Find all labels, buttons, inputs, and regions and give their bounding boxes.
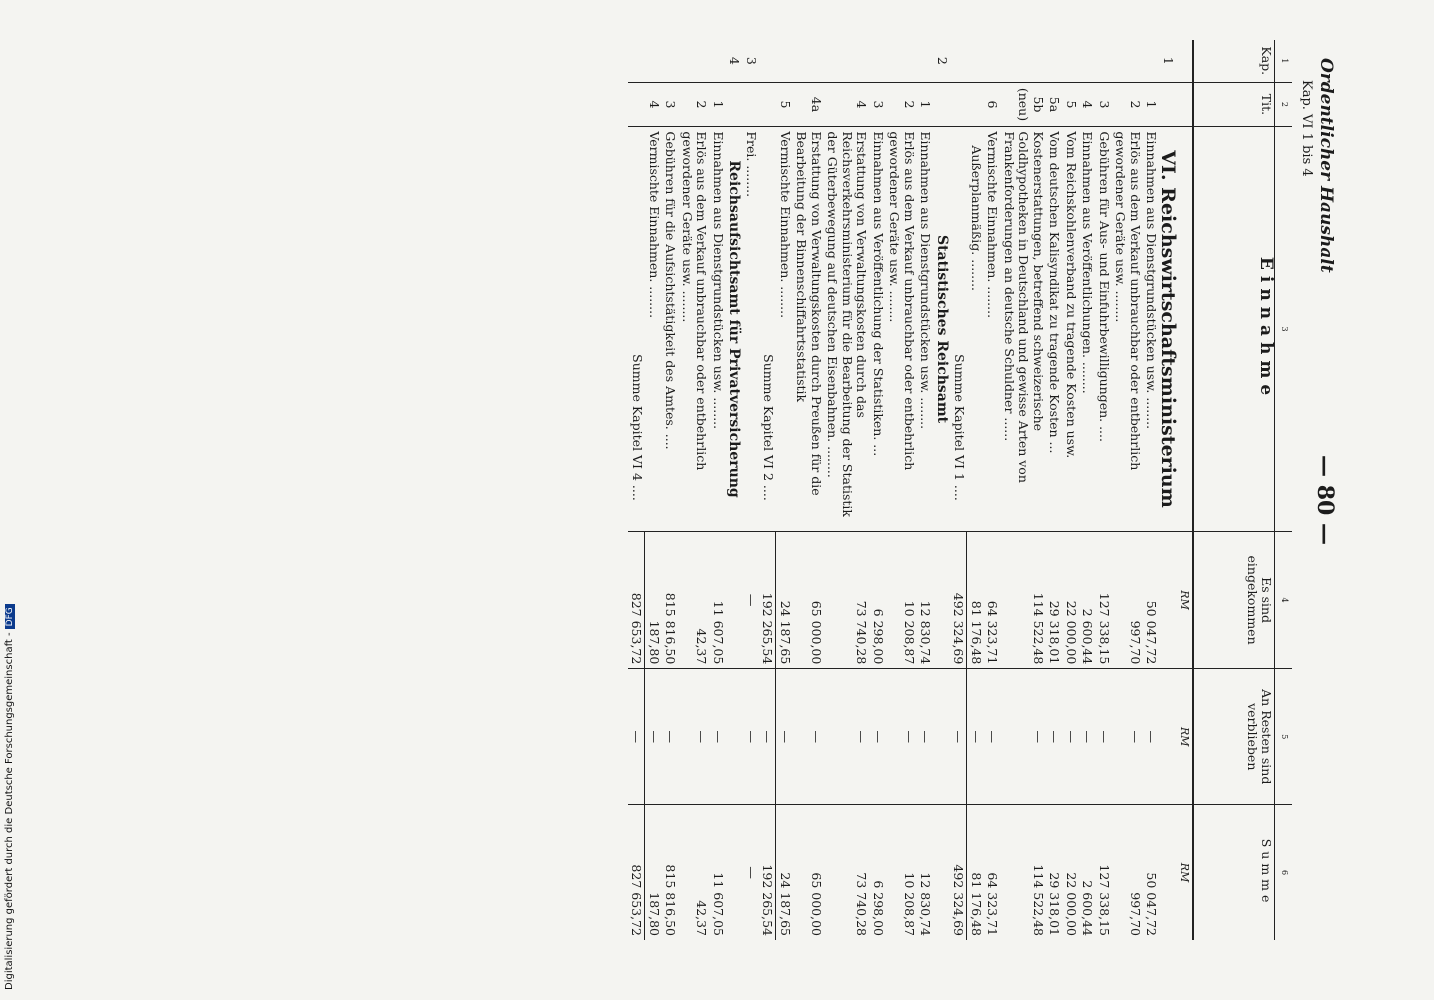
row-description: Vom Reichskohlenverband zu tragende Kosten usw. [1063,127,1080,531]
colnum-4: 4 [1275,531,1292,669]
amount-summe: 29 318,01 [1046,805,1063,940]
amount-summe: 24 187,65 [776,805,793,940]
table-row [1112,40,1143,940]
section-title: Statistisches Reichsamt [934,127,951,531]
kap-cell [662,40,679,82]
amount-summe: 42,37 [679,805,710,940]
kap-cell [1096,40,1113,82]
amount-resten: — [967,669,984,805]
kap-number: 1 [1161,56,1176,65]
table-row [1046,40,1063,940]
amount-resten: — [793,669,824,805]
sum-summe: 827 653,72 [628,805,645,940]
row-description: Erlös aus dem Verkauf unbrauchbar oder entbehrlich gewordener Geräte usw. ........ [679,127,710,531]
kap-number: 4 [727,56,743,65]
col-resten: An Resten sind verblieben [1194,669,1276,805]
amount-eingekommen: 29 318,01 [1046,531,1063,669]
kap-cell [1079,40,1096,82]
tit-number: 3 [662,82,679,127]
tit-number: 4 [824,82,870,127]
empty-cell [1160,805,1177,940]
kap-cell [917,40,934,82]
col-tit: Tit. [1194,82,1276,127]
amount-resten: — [776,669,793,805]
amount-resten: — [984,669,1001,805]
table-row [870,40,887,940]
col-einnahme-label: Einnahme [1256,256,1277,402]
empty-cell [934,669,951,805]
kap-cell [1063,40,1080,82]
amount-summe: 114 522,48 [1001,805,1047,940]
tit-number: 5 [1063,82,1080,127]
amount-resten: — [1112,669,1143,805]
amount-summe: 997,70 [1112,805,1143,940]
amount-summe: 10 208,87 [886,805,917,940]
tit-number: 1 [710,82,727,127]
unit-label: RM [1176,531,1194,669]
amount-summe: 6 298,00 [870,805,887,940]
amount-resten: — [870,669,887,805]
amount-eingekommen: 65 000,00 [793,531,824,669]
amount-eingekommen: 6 298,00 [870,531,887,669]
empty-cell [934,805,951,940]
amount-eingekommen: 2 600,44 [1079,531,1096,669]
col-einnahme [1194,127,1276,531]
colnum-2: 2 [1275,82,1292,127]
kap-cell [710,40,727,82]
amount-eingekommen: 10 208,87 [886,531,917,669]
amount-resten: — [1046,669,1063,805]
column-number-row [1275,40,1292,940]
tit-number: 4 [645,82,662,127]
tit-empty [726,82,743,127]
amount-eingekommen: 81 176,48 [967,531,984,669]
table-row [776,40,793,940]
dfg-logo: DFG [5,604,15,629]
amount-resten: — [886,669,917,805]
empty-cell [726,669,743,805]
table-row [967,40,984,940]
table-row [1063,40,1080,940]
amount-eingekommen: 114 522,48 [1001,531,1047,669]
tit-empty [950,82,967,127]
amount-resten: — [710,669,727,805]
chapter-sum-row [628,40,645,940]
amount-summe: 73 740,28 [824,805,870,940]
chapter-sum-label: Summe Kapitel VI 1 .... [950,127,967,531]
sum-resten: — [628,669,645,805]
kap-cell [793,40,824,82]
colnum-1: 1 [1275,40,1292,82]
amount-eingekommen: 42,37 [679,531,710,669]
table-row [645,40,662,940]
chapter-sum-row [759,40,776,940]
tit-empty [934,82,951,127]
colnum-5: 5 [1275,669,1292,805]
tit-number: 2 [1112,82,1143,127]
amount-eingekommen: 127 338,15 [1096,531,1113,669]
section-title-row [726,40,743,940]
kap-cell [1046,40,1063,82]
amount-summe: 81 176,48 [967,805,984,940]
row-description: Gebühren für die Aufsichtstätigkeit des Amtes. .... [662,127,679,531]
kap-cell [870,40,887,82]
colnum-3: 3 [1275,127,1292,531]
kap-cell [776,40,793,82]
amount-resten: — [824,669,870,805]
kap-cell [984,40,1001,82]
table-row [1001,40,1047,940]
tit-number: 2 [886,82,917,127]
row-description: Erlös aus dem Verkauf unbrauchbar oder entbehrlich gewordener Geräte usw. ........ [1112,127,1143,531]
kap-cell [1143,40,1160,82]
amount-summe: 50 047,72 [1143,805,1160,940]
unit-blank [1176,82,1194,127]
tit-number [967,82,984,127]
amount-summe: 2 600,44 [1079,805,1096,940]
row-description: Vermischte Einnahmen. ........ [984,127,1001,531]
amount-summe: 11 607,05 [710,805,727,940]
amount-summe: 65 000,00 [793,805,824,940]
tit-empty [628,82,645,127]
amount-resten: — [1143,669,1160,805]
tit-number: 3 [870,82,887,127]
col-kap: Kap. [1194,40,1276,82]
empty-cell [726,531,743,669]
section-title: VI. Reichswirtschaftsministerium [1160,127,1177,531]
kap-cell [1112,40,1143,82]
tit-empty [759,82,776,127]
amount-eingekommen: 11 607,05 [710,531,727,669]
row-description: Kostenerstattungen, betreffend schweizerische Goldhypotheken in Deutschland und gewisse Arten von Frankenforderungen an deutsche Schuldner ...... [1001,127,1047,531]
table-row [662,40,679,940]
tit-number: 6 [984,82,1001,127]
section-title-row [934,40,951,940]
row-description: Einnahmen aus Veröffentlichungen. ........ [1079,127,1096,531]
page-number: — 80 — [1312,455,1338,545]
sum-summe: 192 265,54 [759,805,776,940]
tit-number: 1 [1143,82,1160,127]
kap-cell [679,40,710,82]
table-row [1079,40,1096,940]
credit-text: Digitalisierung gefördert durch die Deutsche Forschungsgemeinschaft - [4,632,15,990]
table-row [886,40,917,940]
row-description: Gebühren für Aus- und Einfuhrbewilligungen. .... [1096,127,1113,531]
amount-summe: 815 816,50 [662,805,679,940]
amount-resten: — [662,669,679,805]
row-description: Vermischte Einnahmen. ........ [645,127,662,531]
amount-summe: 22 000,00 [1063,805,1080,940]
unit-blank [1176,40,1194,82]
unit-label: RM [1176,669,1194,805]
amount-eingekommen: 64 323,71 [984,531,1001,669]
col-eingekommen: Es sind eingekommen [1194,531,1276,669]
amount-eingekommen: 815 816,50 [662,531,679,669]
section-title-row [1160,40,1177,940]
table-row [679,40,710,940]
table-row [710,40,727,940]
row-description: Außerplanmäßig. ........ [967,127,984,531]
amount-resten: — [1063,669,1080,805]
amount-summe: — [743,805,760,940]
table-row [1096,40,1113,940]
amount-eingekommen: 22 000,00 [1063,531,1080,669]
col-summe: Summe [1194,805,1276,940]
amount-resten: — [1001,669,1047,805]
budget-heading: Ordentlicher Haushalt [1316,58,1336,273]
empty-cell [934,531,951,669]
kap-cell [645,40,662,82]
table-row [793,40,824,940]
kap-cell [1001,40,1047,82]
tit-number: 3 [1096,82,1113,127]
tit-number: 4 [1079,82,1096,127]
amount-summe: 127 338,15 [1096,805,1113,940]
row-description: Erstattung von Verwaltungskosten durch das Reichsverkehrsministerium für die Bearbeitung der Statistik der Güterbewegung auf deutschen Eisenbahnen. ........ [824,127,870,531]
sum-resten: — [950,669,967,805]
sum-summe: 492 324,69 [950,805,967,940]
tit-number: 4a [793,82,824,127]
table-row [824,40,870,940]
sum-eingekommen: 192 265,54 [759,531,776,669]
amount-summe: 187,80 [645,805,662,940]
kap-empty [759,40,776,82]
revenue-table [628,40,1292,940]
sum-eingekommen: 492 324,69 [950,531,967,669]
amount-eingekommen: 50 047,72 [1143,531,1160,669]
chapter-range: Kap. VI 1 bis 4 [1299,80,1314,177]
kap-cell [886,40,917,82]
kap-number: 2 [935,56,950,65]
tit-empty [1160,82,1177,127]
row-description: Vermischte Einnahmen. ........ [776,127,793,531]
empty-cell [1160,531,1177,669]
amount-eingekommen: 187,80 [645,531,662,669]
amount-eingekommen: 997,70 [1112,531,1143,669]
table-row [984,40,1001,940]
table-body [628,40,1179,940]
row-description: Einnahmen aus Dienstgrundstücken usw. ........ [917,127,934,531]
table-row [743,40,760,940]
row-description: Vom deutschen Kalisyndikat zu tragende Kosten ... [1046,127,1063,531]
row-description: Einnahmen aus Dienstgrundstücken usw. ........ [710,127,727,531]
tit-number: 2 [679,82,710,127]
row-description: Einnahmen aus Dienstgrundstücken usw. ........ [1143,127,1160,531]
amount-eingekommen: 12 830,74 [917,531,934,669]
kap-empty [950,40,967,82]
sum-resten: — [759,669,776,805]
amount-resten: — [1079,669,1096,805]
amount-resten: — [917,669,934,805]
sum-eingekommen: 827 653,72 [628,531,645,669]
kap-empty [628,40,645,82]
row-description: Erlös aus dem Verkauf unbrauchbar oder entbehrlich gewordener Geräte usw. ........ [886,127,917,531]
digitization-credit [2,600,24,995]
chapter-sum-label: Summe Kapitel VI 2 .... [759,127,776,531]
amount-eingekommen: — [743,531,760,669]
kap-cell [967,40,984,82]
unit-label: RM [1176,805,1194,940]
kap-cell [824,40,870,82]
row-description: Erstattung von Verwaltungskosten durch Preußen für die Bearbeitung der Binnenschiffahrtsstatistik [793,127,824,531]
section-title: Reichsaufsichtsamt für Privatversicherung [726,127,743,531]
tit-number: 1 [917,82,934,127]
amount-resten: — [1096,669,1113,805]
amount-resten: — [679,669,710,805]
table-row [917,40,934,940]
amount-resten: — [743,669,760,805]
amount-eingekommen: 24 187,65 [776,531,793,669]
empty-cell [726,805,743,940]
kap-cell: 3 [744,56,759,65]
header-row [1194,40,1276,940]
empty-cell [1160,669,1177,805]
tit-number: 5a [1046,82,1063,127]
amount-summe: 12 830,74 [917,805,934,940]
colnum-6: 6 [1275,805,1292,940]
amount-resten: — [645,669,662,805]
tit-number [743,82,760,127]
tit-number: 5b (neu) [1001,82,1047,127]
chapter-sum-row [950,40,967,940]
row-description: Einnahmen aus Veröffentlichung der Statistiken. ... [870,127,887,531]
amount-eingekommen: 73 740,28 [824,531,870,669]
row-description: Frei. ........ [743,127,760,531]
tit-number: 5 [776,82,793,127]
rotated-page [80,40,1344,960]
amount-summe: 64 323,71 [984,805,1001,940]
chapter-sum-label: Summe Kapitel VI 4 .... [628,127,645,531]
